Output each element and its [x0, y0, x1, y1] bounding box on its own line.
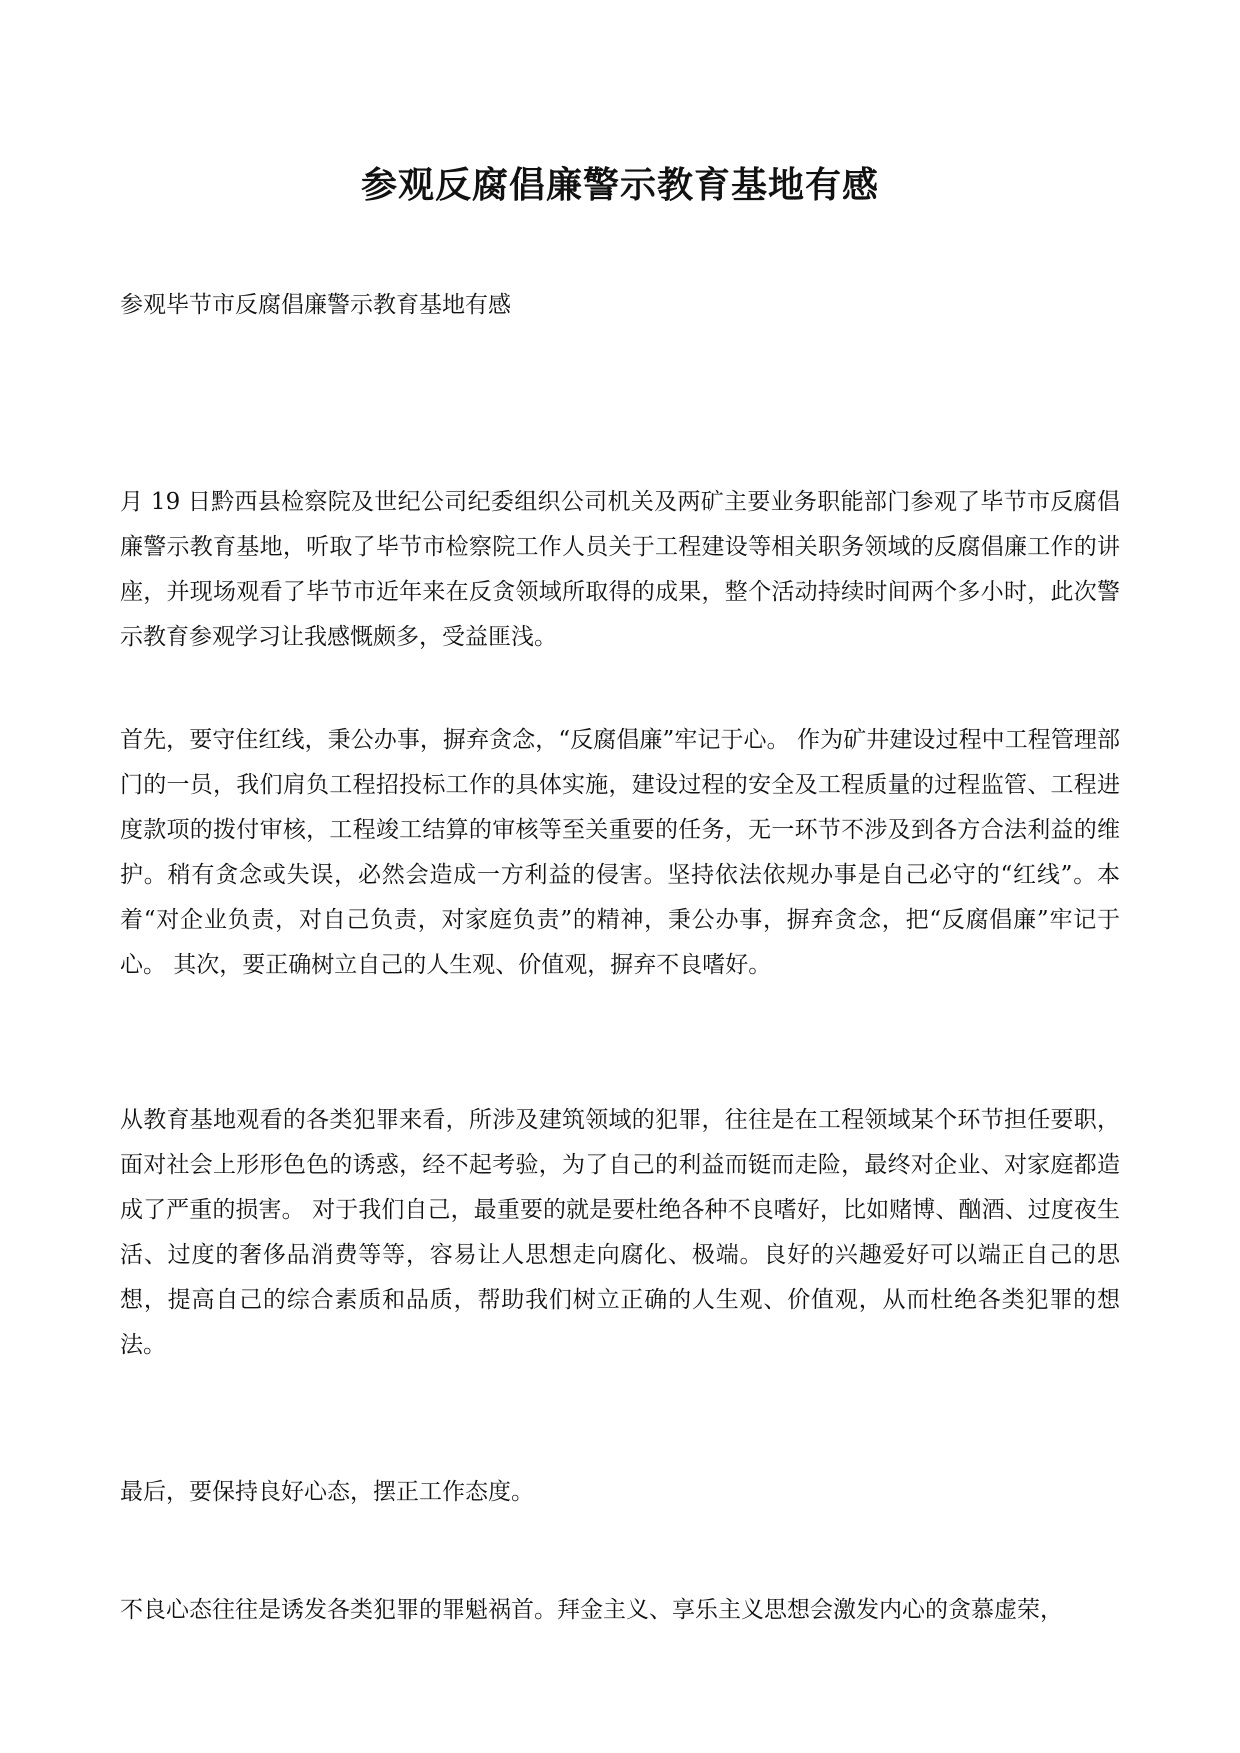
- document-title: 参观反腐倡廉警示教育基地有感: [360, 164, 879, 206]
- paragraph-5: 不良心态往往是诱发各类犯罪的罪魁祸首。拜金主义、享乐主义思想会激发内心的贪慕虚荣，: [120, 1597, 1063, 1623]
- paragraph-2: 首先，要守住红线，秉公办事，摒弃贪念，“反腐倡廉”牢记于心。 作为矿井建设过程中工程管理部门的一员，我们肩负工程招投标工作的具体实施，建设过程的安全及工程质量的过程监管、工程进度款项的拨付审核，工程竣工结算的审核等至关重要的任务，无一环节不涉及到各方合法利益的维护。稍有贪念或失误，必然会造成一方利益的侵害。坚持依法依规办事是自己必守的“红线”。本着“对企业负责，对自己负责，对家庭负责”的精神，秉公办事，摒弃贪念，把“反腐倡廉”牢记于心。 其次，要正确树立自己的人生观、价值观，摒弃不良嗜好。: [120, 727, 1120, 978]
- paragraph-3: 从教育基地观看的各类犯罪来看，所涉及建筑领域的犯罪，往往是在工程领域某个环节担任要职，面对社会上形形色色的诱惑，经不起考验，为了自己的利益而铤而走险，最终对企业、对家庭都造成了严重的损害。 对于我们自己，最重要的就是要杜绝各种不良嗜好，比如赌博、酗酒、过度夜生活、过度的奢侈品消费等等，容易让人思想走向腐化、极端。良好的兴趣爱好可以端正自己的思想，提高自己的综合素质和品质，帮助我们树立正确的人生观、价值观，从而杜绝各类犯罪的想法。: [120, 1107, 1120, 1358]
- paragraph-4: 最后，要保持良好心态，摆正工作态度。: [120, 1479, 534, 1505]
- paragraph-1: 月 19 日黔西县检察院及世纪公司纪委组织公司机关及两矿主要业务职能部门参观了毕节市反腐倡廉警示教育基地，听取了毕节市检察院工作人员关于工程建设等相关职务领域的反腐倡廉工作的讲座，并现场观看了毕节市近年来在反贪领域所取得的成果，整个活动持续时间两个多小时，此次警示教育参观学习让我感慨颇多，受益匪浅。: [120, 489, 1120, 650]
- document-subtitle: 参观毕节市反腐倡廉警示教育基地有感: [120, 292, 511, 318]
